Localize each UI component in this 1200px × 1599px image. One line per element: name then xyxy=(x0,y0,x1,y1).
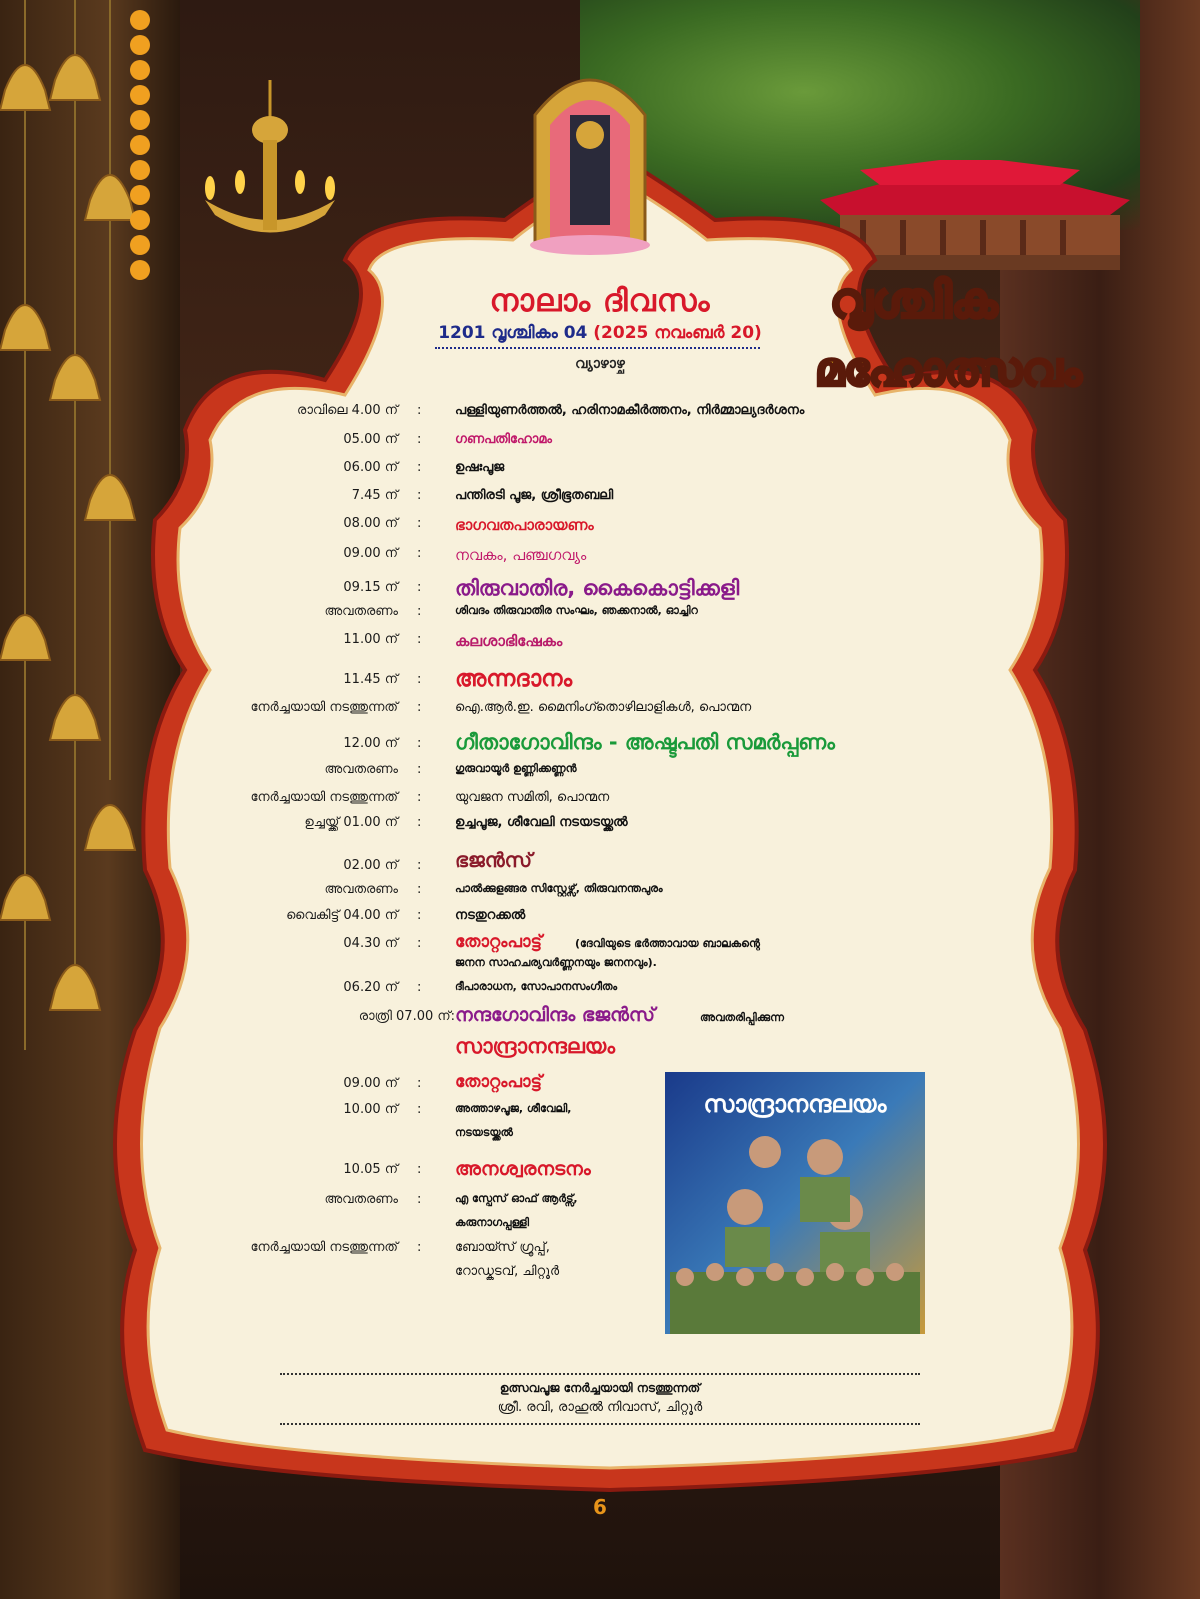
schedule-time: 10.00 ന് xyxy=(343,1102,398,1117)
schedule-event: ശിവദം തിരുവാതിര സംഘം, ഞക്കനാൽ, ഓച്ചിറ xyxy=(455,604,698,617)
schedule-event: ഉച്ചപൂജ, ശീവേലി നടയടയ്ക്കൽ xyxy=(455,815,628,830)
date-line xyxy=(400,323,800,343)
schedule-separator: : xyxy=(417,1192,422,1207)
schedule-time: വൈകിട്ട് 04.00 ന് xyxy=(286,908,398,923)
schedule-time: 06.20 ന് xyxy=(343,980,398,995)
schedule-event: ഉഷഃപൂജ xyxy=(455,460,505,475)
date-gregorian: (2025 നവംബർ 20) xyxy=(593,323,762,343)
schedule-separator: : xyxy=(417,1162,422,1177)
photo-caption: സാന്ദ്രാനന്ദലയം xyxy=(703,1090,887,1118)
schedule-event: നന്ദഗോവിന്ദം ഭജൻസ് xyxy=(455,1004,655,1026)
schedule-time: നേർച്ചയായി നടത്തുന്നത് xyxy=(250,1240,398,1255)
schedule-event: സാന്ദ്രാനന്ദലയം xyxy=(455,1034,616,1058)
schedule-event: അനശ്വരനടനം xyxy=(455,1158,591,1180)
schedule-note: ജനന സാഹചര്യവർണ്ണനയും ജനനവും). xyxy=(455,956,657,969)
schedule-separator: : xyxy=(417,672,422,687)
schedule-time: 09.00 ന് xyxy=(343,546,398,561)
schedule-time: 11.00 ന് xyxy=(343,632,398,647)
schedule-time: രാത്രി 07.00 ന്: xyxy=(358,1009,455,1024)
schedule-time: 02.00 ന് xyxy=(343,858,398,873)
schedule-separator: : xyxy=(417,980,422,995)
schedule-separator: : xyxy=(417,790,422,805)
schedule-note: (ദേവിയുടെ ഭർത്താവായ ബാലകന്റെ xyxy=(575,937,760,950)
schedule-note: അവതരിപ്പിക്കുന്ന xyxy=(700,1011,784,1024)
schedule-event: പാൽക്കുളങ്ങര സിസ്റ്റേഴ്സ്, തിരുവനന്തപുരം xyxy=(455,882,663,895)
date-malayalam: 1201 വൃശ്ചികം 04 xyxy=(438,323,594,343)
schedule-time: നേർച്ചയായി നടത്തുന്നത് xyxy=(250,790,398,805)
schedule-event-line2: റോഡ്കടവ്, ചിറ്റൂർ xyxy=(455,1264,560,1279)
schedule-event: പന്തിരടി പൂജ, ശ്രീഭൂതബലി xyxy=(455,488,614,503)
date-underline xyxy=(435,347,760,349)
schedule-time: അവതരണം xyxy=(324,604,398,619)
schedule-event: നടതുറക്കൽ xyxy=(455,908,526,923)
footer-divider-top xyxy=(280,1373,920,1375)
badge-line-1: വൃശ്ചിക xyxy=(830,273,998,329)
schedule-event: എ സ്പേസ് ഓഫ് ആർട്സ്, xyxy=(455,1192,578,1205)
schedule-separator: : xyxy=(417,936,422,951)
schedule-event: കലശാഭിഷേകം xyxy=(455,632,563,650)
schedule-time: അവതരണം xyxy=(324,762,398,777)
schedule-separator: : xyxy=(417,632,422,647)
schedule-event: തിരുവാതിര, കൈകൊട്ടിക്കളി xyxy=(455,576,740,600)
schedule-event: ഗണപതിഹോമം xyxy=(455,432,552,447)
schedule-separator: : xyxy=(417,736,422,751)
schedule-time: 06.00 ന് xyxy=(343,460,398,475)
schedule-separator: : xyxy=(417,1102,422,1117)
footer-sponsor-label: ഉത്സവപൂജ നേർച്ചയായി നടത്തുന്നത് xyxy=(499,1381,701,1395)
schedule-event: ദീപാരാധന, സോപാനസംഗീതം xyxy=(455,980,618,993)
schedule-separator: : xyxy=(417,908,422,923)
schedule-event: ഭജൻസ് xyxy=(455,848,533,872)
badge-line-2: മഹോത്സവം xyxy=(815,342,1082,396)
schedule-event: പള്ളിയുണർത്തൽ, ഹരിനാമകീർത്തനം, നിർമ്മാല്യദർശനം xyxy=(455,403,805,418)
schedule-separator: : xyxy=(417,580,422,595)
schedule-event: അത്താഴപൂജ, ശീവേലി, xyxy=(455,1102,572,1115)
schedule-time: 11.45 ന് xyxy=(343,672,398,687)
schedule-separator: : xyxy=(417,1240,422,1255)
schedule-event: ഐ.ആർ.ഇ. മൈനിംഗ്തൊഴിലാളികൾ, പൊന്മന xyxy=(455,700,752,715)
schedule-separator: : xyxy=(417,858,422,873)
schedule-separator: : xyxy=(417,604,422,619)
schedule-event: അന്നദാനം xyxy=(455,666,573,692)
festival-title-badge xyxy=(810,255,1140,405)
schedule-event-line2: നടയടയ്ക്കൽ xyxy=(455,1126,513,1139)
schedule-event: നവകം, പഞ്ചഗവ്യം xyxy=(455,546,587,564)
schedule-event: തോറ്റംപാട്ട് xyxy=(455,932,542,952)
schedule-event: ഗുരുവായൂർ ഉണ്ണിക്കണ്ണൻ xyxy=(455,762,577,775)
schedule-separator: : xyxy=(417,546,422,561)
schedule-event: ഭാഗവതപാരായണം xyxy=(455,516,594,534)
footer-sponsor: ശ്രീ. രവി, രാഹുൽ നിവാസ്, ചിറ്റൂർ xyxy=(497,1400,703,1415)
schedule-time: 7.45 ന് xyxy=(351,488,398,503)
schedule-time: ഉച്ചയ്ക്ക് 01.00 ന് xyxy=(304,815,398,830)
schedule-time: 12.00 ന് xyxy=(343,736,398,751)
schedule-time: 09.15 ന് xyxy=(343,580,398,595)
schedule-separator: : xyxy=(417,815,422,830)
schedule-time: 04.30 ന് xyxy=(343,936,398,951)
schedule-time: രാവിലെ 4.00 ന് xyxy=(297,403,398,418)
weekday: വ്യാഴാഴ്ച xyxy=(575,356,625,372)
schedule-separator: : xyxy=(417,700,422,715)
schedule-event: ബോയ്സ് ഗ്രൂപ്പ്, xyxy=(455,1240,550,1255)
schedule-separator: : xyxy=(417,762,422,777)
schedule-time: 05.00 ന് xyxy=(343,432,398,447)
schedule-separator: : xyxy=(417,432,422,447)
performer-group-photo xyxy=(665,1072,925,1334)
schedule-event-line2: കരുനാഗപ്പള്ളി xyxy=(455,1216,530,1229)
schedule-time: അവതരണം xyxy=(324,1192,398,1207)
schedule-separator: : xyxy=(417,882,422,897)
schedule-time: 09.00 ന് xyxy=(343,1076,398,1091)
page-number: 6 xyxy=(593,1495,607,1519)
schedule-separator: : xyxy=(417,1076,422,1091)
schedule-time: 10.05 ന് xyxy=(343,1162,398,1177)
schedule-separator: : xyxy=(417,488,422,503)
schedule-separator: : xyxy=(417,516,422,531)
schedule-event: യുവജന സമിതി, പൊന്മന xyxy=(455,790,610,805)
schedule-time: നേർച്ചയായി നടത്തുന്നത് xyxy=(250,700,398,715)
schedule-separator: : xyxy=(417,403,422,418)
schedule-time: 08.00 ന് xyxy=(343,516,398,531)
schedule-time: അവതരണം xyxy=(324,882,398,897)
page-title: നാലാം ദിവസം xyxy=(489,283,711,319)
schedule-separator: : xyxy=(417,460,422,475)
footer-divider-bottom xyxy=(280,1423,920,1425)
schedule-event: ഗീതാഗോവിന്ദം - അഷ്ടപതി സമർപ്പണം xyxy=(455,730,835,754)
schedule-event: തോറ്റംപാട്ട് xyxy=(455,1072,542,1092)
